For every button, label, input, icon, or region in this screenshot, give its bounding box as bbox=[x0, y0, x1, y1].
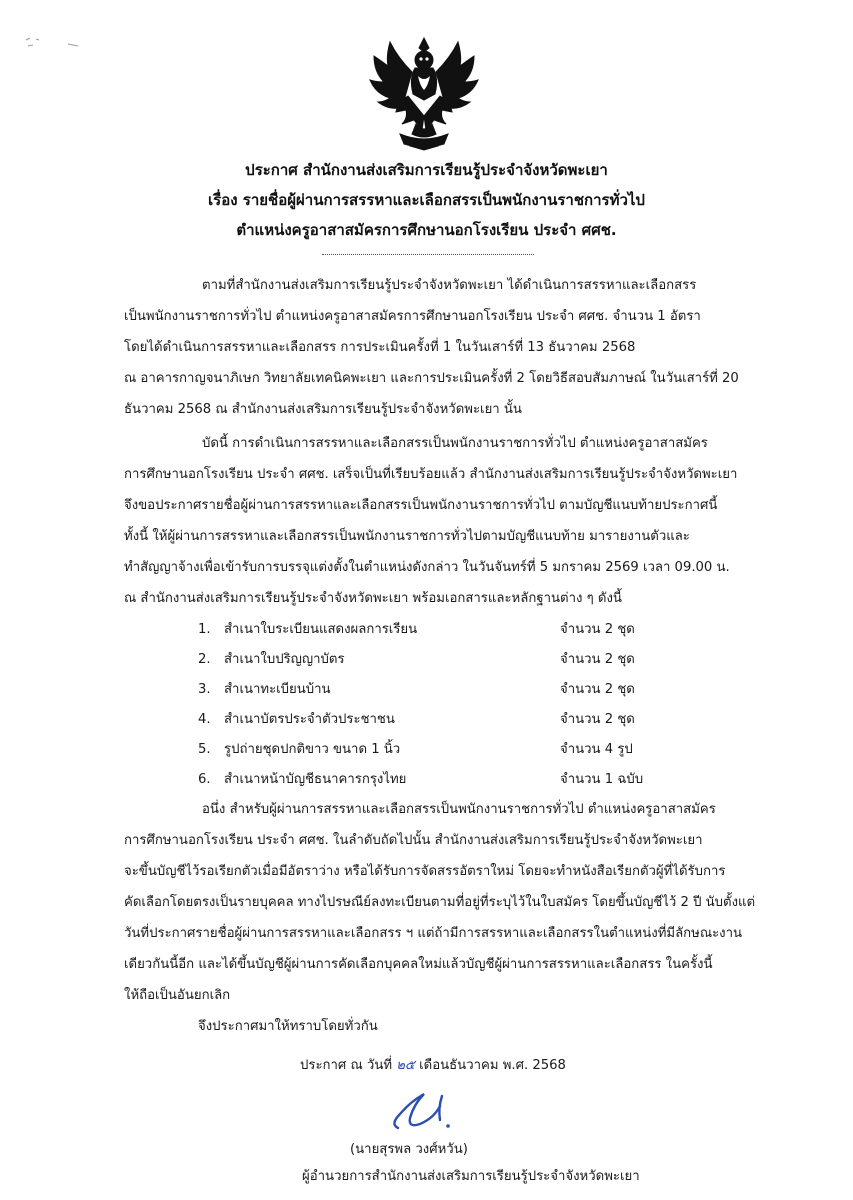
item-quantity: จำนวน 1 ฉบับ bbox=[560, 772, 644, 787]
item-quantity: จำนวน 2 ชุด bbox=[560, 652, 635, 667]
list-item bbox=[198, 765, 678, 795]
item-name: สำเนาบัตรประจำตัวประชาชน bbox=[224, 712, 395, 727]
announcement-subject: เรื่อง รายชื่อผู้ผ่านการสรรหาและเลือกสรรเป็นพนักงานราชการทั่วไป bbox=[208, 191, 645, 209]
list-item bbox=[198, 705, 678, 735]
required-documents-list bbox=[198, 615, 678, 795]
item-quantity: จำนวน 4 รูป bbox=[560, 742, 633, 757]
item-number: 5. bbox=[198, 742, 211, 757]
paragraph-line: จะขึ้นบัญชีไว้รอเรียกตัวเมื่อมีอัตราว่าง หรือได้รับการจัดสรรอัตราใหม่ โดยจะทำหนังสือเรียกตัวผู้ที่ได้รับการ bbox=[124, 864, 726, 879]
paragraph-line: ตามที่สำนักงานส่งเสริมการเรียนรู้ประจำจังหวัดพะเยา ได้ดำเนินการสรรหาและเลือกสรร bbox=[202, 278, 697, 293]
paragraph-background bbox=[124, 270, 792, 425]
paragraph-line: วันที่ประกาศรายชื่อผู้ผ่านการสรรหาและเลือกสรร ฯ แต่ถ้ามีการสรรหาและเลือกสรรในตำแหน่งที่มีลักษณะงาน bbox=[124, 926, 743, 941]
list-item bbox=[198, 615, 678, 645]
paragraph-line: โดยได้ดำเนินการสรรหาและเลือกสรร การประเมินครั้งที่ 1 ในวันเสาร์ที่ 13 ธันวาคม 2568 bbox=[124, 340, 636, 355]
signer-name: (นายสุรพล วงศ์หวัน) bbox=[350, 1142, 468, 1157]
paragraph-line: บัดนี้ การดำเนินการสรรหาและเลือกสรรเป็นพนักงานราชการทั่วไป ตำแหน่งครูอาสาสมัคร bbox=[202, 436, 708, 451]
item-number: 1. bbox=[198, 622, 211, 637]
paragraph-line: ณ สำนักงานส่งเสริมการเรียนรู้ประจำจังหวัดพะเยา พร้อมเอกสารและหลักฐานต่าง ๆ ดังนี้ bbox=[124, 591, 622, 606]
paragraph-line: จึงขอประกาศรายชื่อผู้ผ่านการสรรหาและเลือกสรรเป็นพนักงานราชการทั่วไป ตามบัญชีแนบท้ายประกาศนี้ bbox=[124, 498, 718, 513]
item-number: 3. bbox=[198, 682, 211, 697]
paragraph-line: เป็นพนักงานราชการทั่วไป ตำแหน่งครูอาสาสมัครการศึกษานอกโรงเรียน ประจำ ศศช. จำนวน 1 อัตรา bbox=[124, 309, 701, 324]
signature-icon bbox=[384, 1082, 464, 1136]
item-quantity: จำนวน 2 ชุด bbox=[560, 622, 635, 637]
announcement-date bbox=[300, 1054, 566, 1075]
paragraph-line: ให้ถือเป็นอันยกเลิก bbox=[124, 988, 231, 1003]
item-name: สำเนาใบปริญญาบัตร bbox=[224, 652, 345, 667]
garuda-emblem-icon bbox=[366, 34, 482, 152]
paragraph-line: การศึกษานอกโรงเรียน ประจำ ศศช. ในลำดับถัดไปนั้น สำนักงานส่งเสริมการเรียนรู้ประจำจังหวัดพะเยา bbox=[124, 833, 703, 848]
announcement-position: ตำแหน่งครูอาสาสมัครการศึกษานอกโรงเรียน ประจำ ศศช. bbox=[236, 221, 617, 239]
announcement-title: ประกาศ สำนักงานส่งเสริมการเรียนรู้ประจำจังหวัดพะเยา bbox=[245, 161, 608, 179]
corner-marks bbox=[22, 34, 82, 54]
item-name: รูปถ่ายชุดปกติขาว ขนาด 1 นิ้ว bbox=[224, 742, 401, 757]
paragraph-waiting-list bbox=[124, 794, 792, 1011]
item-number: 4. bbox=[198, 712, 211, 727]
paragraph-line: เดียวกันนี้อีก และได้ขึ้นบัญชีผู้ผ่านการคัดเลือกบุคคลใหม่แล้วบัญชีผู้ผ่านการสรรหาและเลือกสรร ในครั้งนี้ bbox=[124, 957, 713, 972]
item-quantity: จำนวน 2 ชุด bbox=[560, 712, 635, 727]
closing-statement: จึงประกาศมาให้ทราบโดยทั่วกัน bbox=[198, 1019, 378, 1034]
paragraph-results bbox=[124, 428, 792, 614]
paragraph-line: ทำสัญญาจ้างเพื่อเข้ารับการบรรจุแต่งตั้งในตำแหน่งดังกล่าว ในวันจันทร์ที่ 5 มกราคม 2569 เวลา 09.00 น. bbox=[124, 560, 730, 575]
date-day-handwritten: ๒๕ bbox=[396, 1058, 415, 1073]
paragraph-line: คัดเลือกโดยตรงเป็นรายบุคคล ทางไปรษณีย์ลงทะเบียนตามที่อยู่ที่ระบุไว้ในใบสมัคร โดยขึ้นบัญชีไว้ 2 ปี นับตั้งแต่ bbox=[124, 895, 756, 910]
paragraph-line: ณ อาคารกาญจนาภิเษก วิทยาลัยเทคนิคพะเยา และการประเมินครั้งที่ 2 โดยวิธีสอบสัมภาษณ์ ในวันเสาร์ที่ 20 bbox=[124, 371, 739, 386]
item-quantity: จำนวน 2 ชุด bbox=[560, 682, 635, 697]
item-name: สำเนาใบระเบียนแสดงผลการเรียน bbox=[224, 622, 418, 637]
header-divider bbox=[322, 254, 534, 255]
list-item bbox=[198, 735, 678, 765]
date-prefix: ประกาศ ณ วันที่ bbox=[300, 1058, 393, 1073]
item-name: สำเนาทะเบียนบ้าน bbox=[224, 682, 331, 697]
paragraph-line: ทั้งนี้ ให้ผู้ผ่านการสรรหาและเลือกสรรเป็นพนักงานราชการทั่วไปตามบัญชีแนบท้าย มารายงานตัวและ bbox=[124, 529, 690, 544]
paragraph-line: การศึกษานอกโรงเรียน ประจำ ศศช. เสร็จเป็นที่เรียบร้อยแล้ว สำนักงานส่งเสริมการเรียนรู้ประจำจังหวัดพะเยา bbox=[124, 467, 738, 482]
signer-title: ผู้อำนวยการสำนักงานส่งเสริมการเรียนรู้ประจำจังหวัดพะเยา bbox=[302, 1169, 640, 1184]
item-name: สำเนาหน้าบัญชีธนาคารกรุงไทย bbox=[224, 772, 407, 787]
item-number: 2. bbox=[198, 652, 211, 667]
list-item bbox=[198, 645, 678, 675]
paragraph-line: อนึ่ง สำหรับผู้ผ่านการสรรหาและเลือกสรรเป็นพนักงานราชการทั่วไป ตำแหน่งครูอาสาสมัคร bbox=[202, 802, 716, 817]
paragraph-line: ธันวาคม 2568 ณ สำนักงานส่งเสริมการเรียนรู้ประจำจังหวัดพะเยา นั้น bbox=[124, 402, 522, 417]
item-number: 6. bbox=[198, 772, 211, 787]
date-suffix: เดือนธันวาคม พ.ศ. 2568 bbox=[419, 1058, 566, 1073]
list-item bbox=[198, 675, 678, 705]
